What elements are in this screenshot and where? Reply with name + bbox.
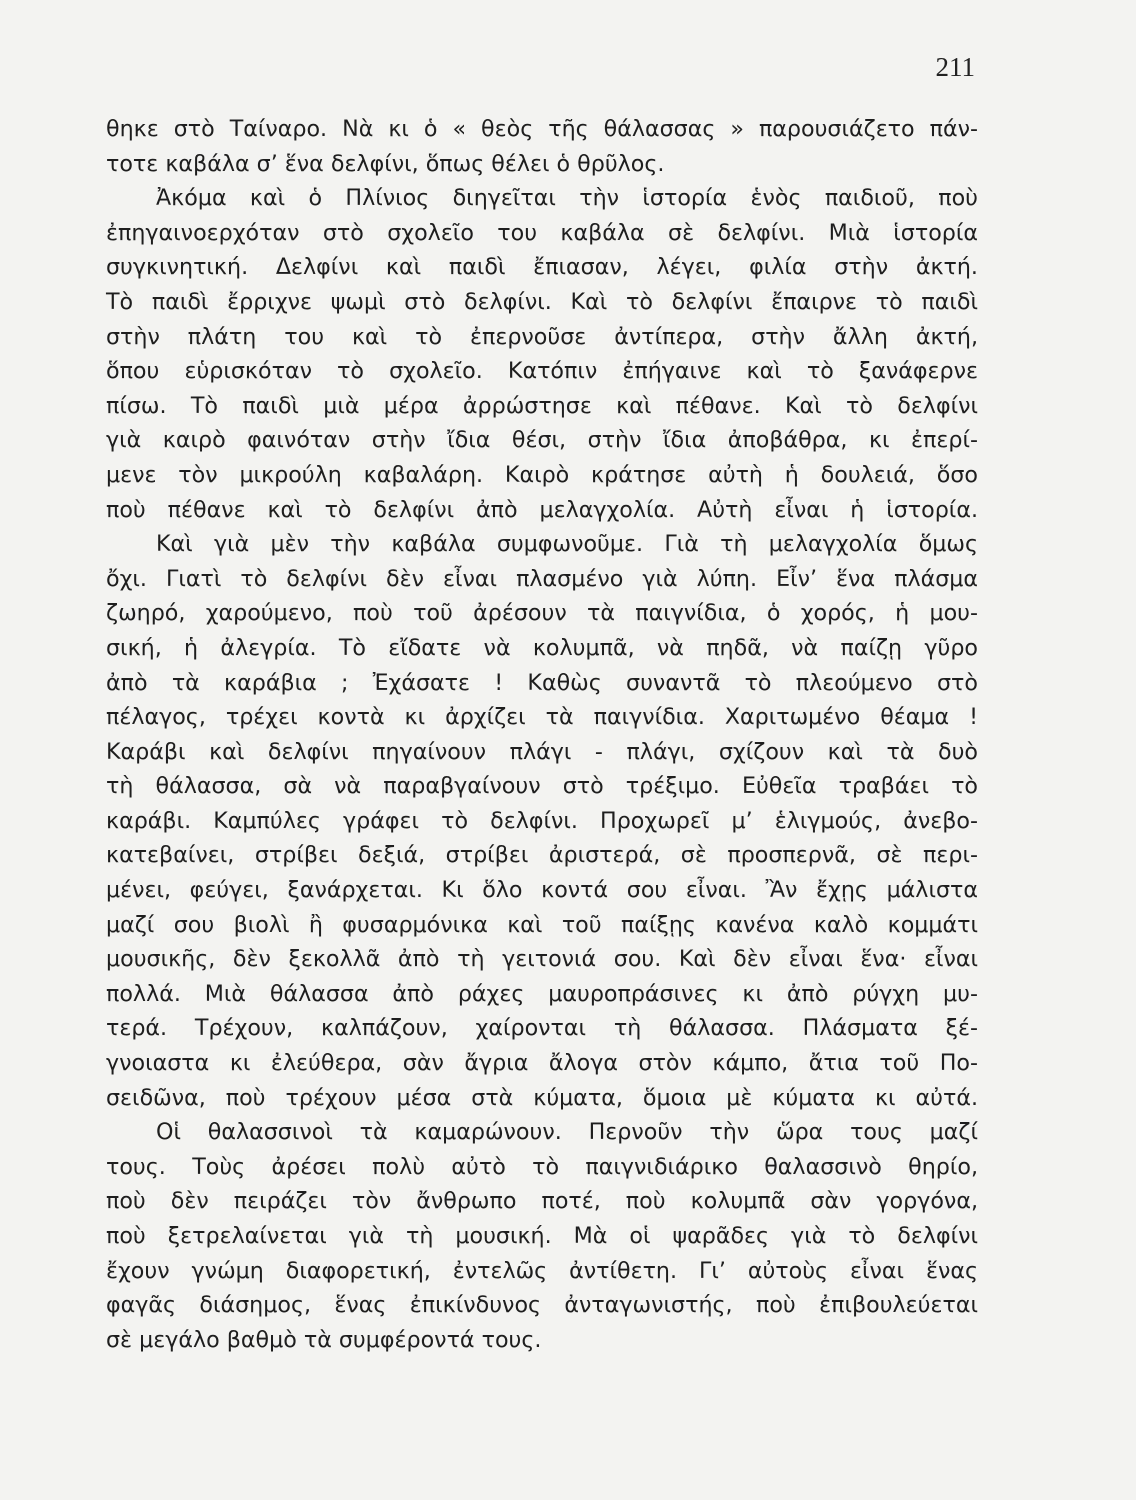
page-number: 211 xyxy=(935,52,975,82)
text-line: Ἀκόμα καὶ ὁ Πλίνιος διηγεῖται τὴν ἱστορία ἑνὸς παιδιοῦ, ποὺ xyxy=(156,185,978,212)
text-line: Καὶ γιὰ μὲν τὴν καβάλα συμφωνοῦμε. Γιὰ τὴ μελαγχολία ὅμως xyxy=(156,531,978,558)
text-line: μαζί σου βιολὶ ἢ φυσαρμόνικα καὶ τοῦ παίξῃς κανένα καλὸ κομμάτι xyxy=(106,911,978,938)
text-line: σική, ἡ ἀλεγρία. Τὸ εἴδατε νὰ κολυμπᾶ, νὰ πηδᾶ, νὰ παίζῃ γῦρο xyxy=(106,634,978,661)
text-line: ποὺ πέθανε καὶ τὸ δελφίνι ἀπὸ μελαγχολία. Αὐτὴ εἶναι ἡ ἱστορία. xyxy=(106,496,978,523)
body-text xyxy=(106,112,978,1357)
text-line: θηκε στὸ Ταίναρο. Νὰ κι ὁ « θεὸς τῆς θάλασσας » παρουσιάζετο πάν- xyxy=(106,116,978,142)
text-line: ἐπηγαινοερχόταν στὸ σχολεῖο του καβάλα σὲ δελφίνι. Μιὰ ἱστορία xyxy=(106,219,978,246)
text-line: κατεβαίνει, στρίβει δεξιά, στρίβει ἀριστερά, σὲ προσπερνᾶ, σὲ περι- xyxy=(106,842,978,869)
text-line: ἔχουν γνώμη διαφορετική, ἐντελῶς ἀντίθετη. Γι’ αὐτοὺς εἶναι ἕνας xyxy=(106,1257,978,1284)
text-line: μουσικῆς, δὲν ξεκολλᾶ ἀπὸ τὴ γειτονιά σου. Καὶ δὲν εἶναι ἕνα· εἶναι xyxy=(106,946,978,973)
text-line: γιὰ καιρὸ φαινόταν στὴν ἴδια θέσι, στὴν ἴδια ἀποβάθρα, κι ἐπερί- xyxy=(106,427,978,454)
text-line: μενε τὸν μικρούλη καβαλάρη. Καιρὸ κράτησε αὐτὴ ἡ δουλειά, ὅσο xyxy=(106,461,978,488)
text-line: τὴ θάλασσα, σὰ νὰ παραβγαίνουν στὸ τρέξιμο. Εὐθεῖα τραβάει τὸ xyxy=(106,773,978,800)
text-line: πέλαγος, τρέχει κοντὰ κι ἀρχίζει τὰ παιγνίδια. Χαριτωμένο θέαμα ! xyxy=(106,704,978,731)
text-line: πίσω. Τὸ παιδὶ μιὰ μέρα ἀρρώστησε καὶ πέθανε. Καὶ τὸ δελφίνι xyxy=(106,392,978,419)
text-line: καράβι. Καμπύλες γράφει τὸ δελφίνι. Προχωρεῖ μ’ ἑλιγμούς, ἀνεβο- xyxy=(106,807,978,834)
text-line: ὄχι. Γιατὶ τὸ δελφίνι δὲν εἶναι πλασμένο γιὰ λύπη. Εἶν’ ἕνα πλάσμα xyxy=(106,565,978,592)
text-line: ζωηρό, χαρούμενο, ποὺ τοῦ ἀρέσουν τὰ παιγνίδια, ὁ χορός, ἡ μου- xyxy=(106,600,978,627)
text-line: σειδῶνα, ποὺ τρέχουν μέσα στὰ κύματα, ὅμοια μὲ κύματα κι αὐτά. xyxy=(106,1084,978,1111)
text-line: Οἱ θαλασσινοὶ τὰ καμαρώνουν. Περνοῦν τὴν ὥρα τους μαζί xyxy=(156,1119,978,1146)
text-line: Καράβι καὶ δελφίνι πηγαίνουν πλάγι - πλάγι, σχίζουν καὶ τὰ δυὸ xyxy=(106,738,978,765)
text-line: σὲ μεγάλο βαθμὸ τὰ συμφέροντά τους. xyxy=(106,1326,542,1353)
text-line: τοτε καβάλα σ’ ἕνα δελφίνι, ὅπως θέλει ὁ θρῦλος. xyxy=(106,150,665,177)
text-line: ποὺ ξετρελαίνεται γιὰ τὴ μουσική. Μὰ οἱ ψαρᾶδες γιὰ τὸ δελφίνι xyxy=(106,1223,978,1249)
text-line: τους. Τοὺς ἀρέσει πολὺ αὐτὸ τὸ παιγνιδιάρικο θαλασσινὸ θηρίο, xyxy=(106,1153,978,1180)
text-line: τερά. Τρέχουν, καλπάζουν, χαίρονται τὴ θάλασσα. Πλάσματα ξέ- xyxy=(106,1015,978,1042)
text-line: μένει, φεύγει, ξανάρχεται. Κι ὅλο κοντά σου εἶναι. Ἂν ἔχῃς μάλιστα xyxy=(106,877,978,904)
text-line: ἀπὸ τὰ καράβια ; Ἐχάσατε ! Καθὼς συναντᾶ τὸ πλεούμενο στὸ xyxy=(106,669,978,696)
text-line: ὅπου εὑρισκόταν τὸ σχολεῖο. Κατόπιν ἐπήγαινε καὶ τὸ ξανάφερνε xyxy=(106,358,978,385)
text-line: ποὺ δὲν πειράζει τὸν ἄνθρωπο ποτέ, ποὺ κολυμπᾶ σὰν γοργόνα, xyxy=(106,1188,978,1215)
text-line: φαγᾶς διάσημος, ἕνας ἐπικίνδυνος ἀνταγωνιστής, ποὺ ἐπιβουλεύεται xyxy=(106,1292,978,1319)
text-line: Τὸ παιδὶ ἔρριχνε ψωμὶ στὸ δελφίνι. Καὶ τὸ δελφίνι ἔπαιρνε τὸ παιδὶ xyxy=(106,288,978,315)
text-line: στὴν πλάτη του καὶ τὸ ἐπερνοῦσε ἀντίπερα, στὴν ἄλλη ἀκτή, xyxy=(106,323,978,350)
text-line: γνοιαστα κι ἐλεύθερα, σὰν ἄγρια ἄλογα στὸν κάμπο, ἄτια τοῦ Πο- xyxy=(106,1050,978,1077)
text-line: συγκινητική. Δελφίνι καὶ παιδὶ ἔπιασαν, λέγει, φιλία στὴν ἀκτή. xyxy=(106,254,978,281)
text-line: πολλά. Μιὰ θάλασσα ἀπὸ ράχες μαυροπράσινες κι ἀπὸ ρύγχη μυ- xyxy=(106,980,978,1007)
